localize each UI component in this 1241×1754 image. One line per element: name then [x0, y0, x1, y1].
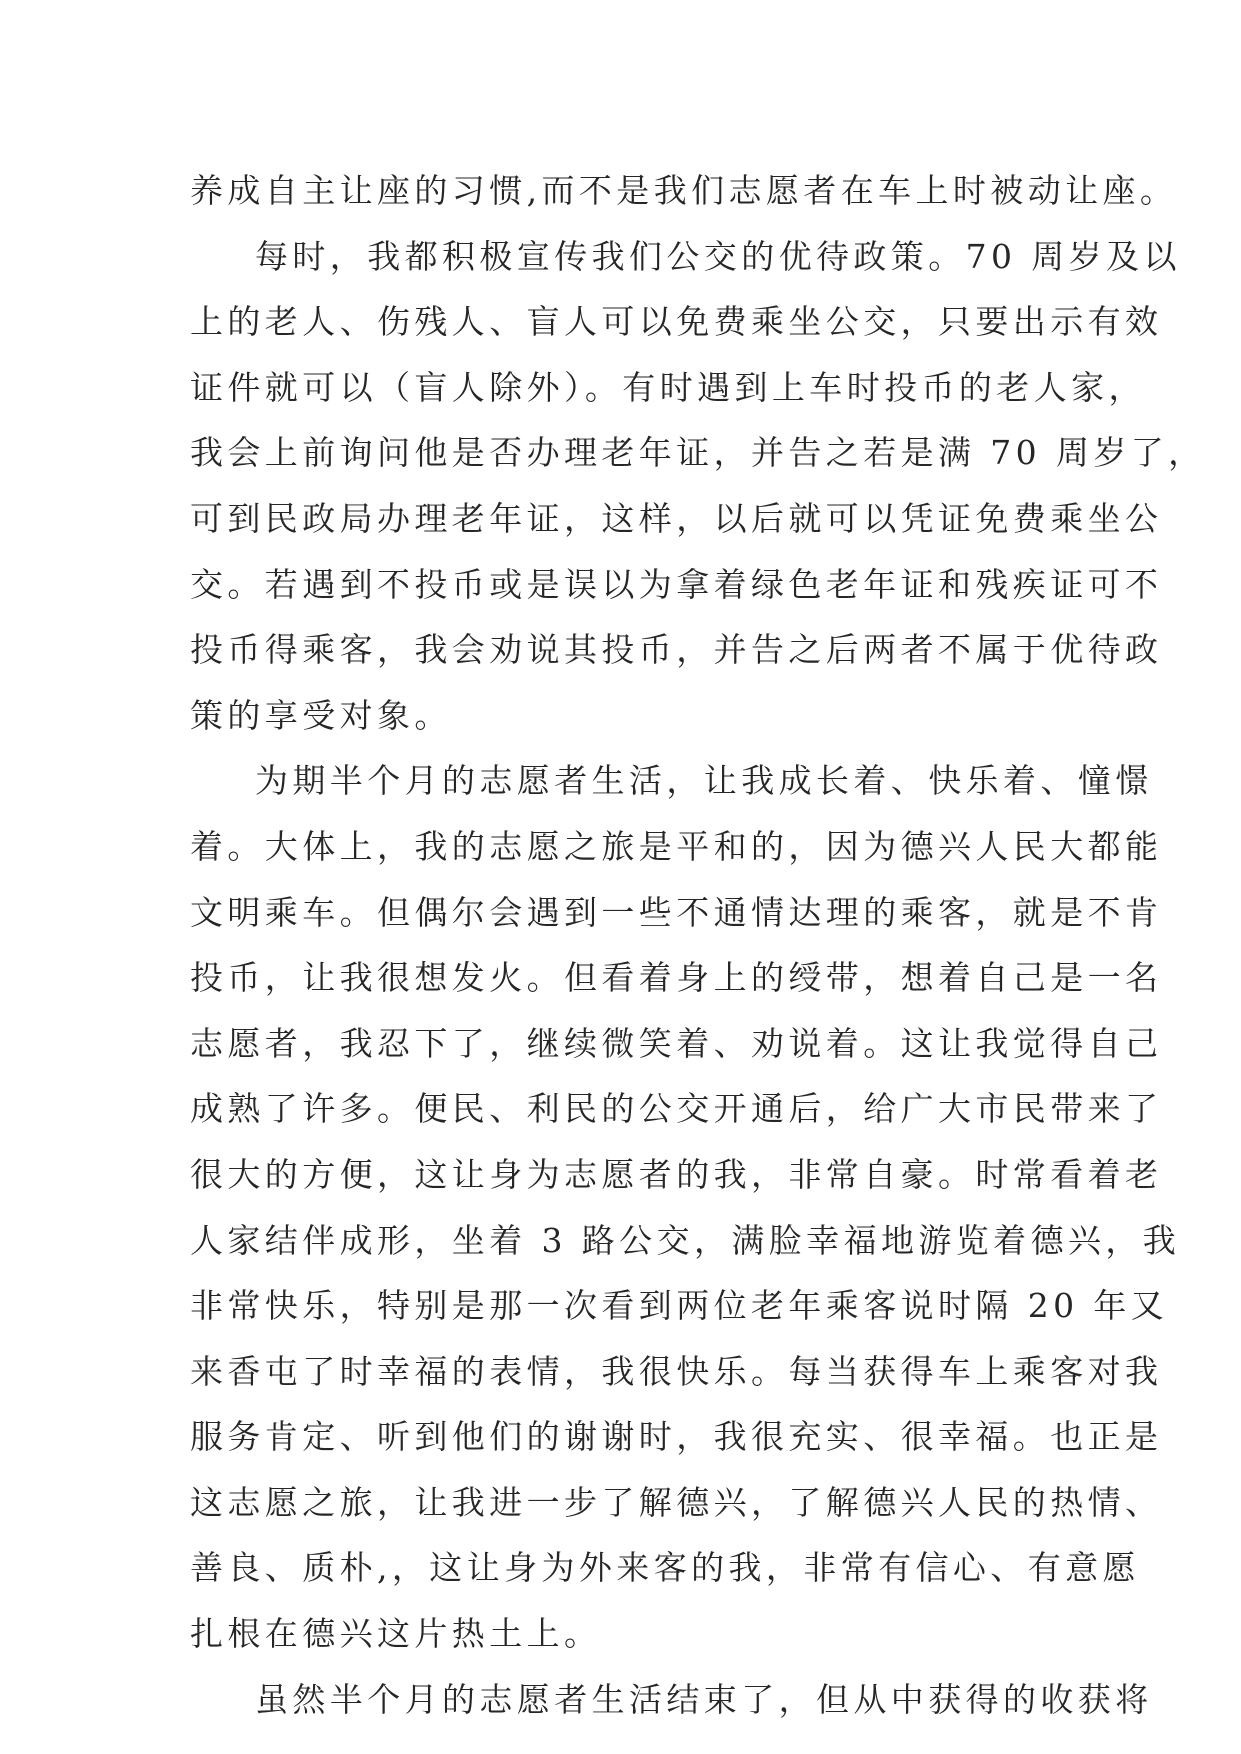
text-line: 成熟了许多。便民、利民的公交开通后，给广大市民带来了 — [190, 1089, 1163, 1129]
text-line: 着。大体上，我的志愿之旅是平和的，因为德兴人民大都能 — [190, 826, 1163, 866]
text-line: 人家结伴成形，坐着 3 路公交，满脸幸福地游览着德兴，我 — [190, 1220, 1181, 1260]
text-line: 文明乘车。但偶尔会遇到一些不通情达理的乘客，就是不肯 — [190, 892, 1163, 932]
text-line: 上的老人、伤残人、盲人可以免费乘坐公交，只要出示有效 — [190, 302, 1163, 342]
text-line: 交。若遇到不投币或是误以为拿着绿色老年证和残疾证可不 — [190, 564, 1163, 604]
text-line: 虽然半个月的志愿者生活结束了，但从中获得的收获将 — [255, 1679, 1153, 1719]
text-line: 来香屯了时幸福的表情，我很快乐。每当获得车上乘客对我 — [190, 1351, 1163, 1391]
text-line: 志愿者，我忍下了，继续微笑着、劝说着。这让我觉得自己 — [190, 1023, 1163, 1063]
text-line: 养成自主让座的习惯,而不是我们志愿者在车上时被动让座。 — [190, 171, 1178, 210]
text-line: 投币，让我很想发火。但看着身上的绶带，想着自己是一名 — [190, 958, 1163, 998]
text-line: 非常快乐，特别是那一次看到两位老年乘客说时隔 20 年又 — [190, 1286, 1169, 1326]
text-line: 我会上前询问他是否办理老年证，并告之若是满 70 周岁了， — [190, 433, 1206, 473]
text-line: 善良、质朴,，这让身为外来客的我，非常有信心、有意愿 — [190, 1548, 1140, 1588]
text-line: 扎根在德兴这片热土上。 — [190, 1614, 602, 1654]
text-line: 每时，我都积极宣传我们公交的优待政策。70 周岁及以 — [255, 236, 1181, 276]
text-line: 证件就可以（盲人除外）。有时遇到上车时投币的老人家， — [190, 367, 1146, 407]
body-text — [190, 158, 1206, 1732]
text-line: 服务肯定、听到他们的谢谢时，我很充实、很幸福。也正是 — [190, 1417, 1163, 1457]
text-line: 这志愿之旅，让我进一步了解德兴，了解德兴人民的热情、 — [190, 1482, 1163, 1522]
text-line: 为期半个月的志愿者生活，让我成长着、快乐着、憧憬 — [255, 761, 1153, 801]
text-line: 策的享受对象。 — [190, 695, 452, 735]
text-line: 可到民政局办理老年证，这样，以后就可以凭证免费乘坐公 — [190, 498, 1163, 538]
text-line: 投币得乘客，我会劝说其投币，并告之后两者不属于优待政 — [190, 630, 1163, 670]
text-line: 很大的方便，这让身为志愿者的我，非常自豪。时常看着老 — [190, 1154, 1163, 1194]
